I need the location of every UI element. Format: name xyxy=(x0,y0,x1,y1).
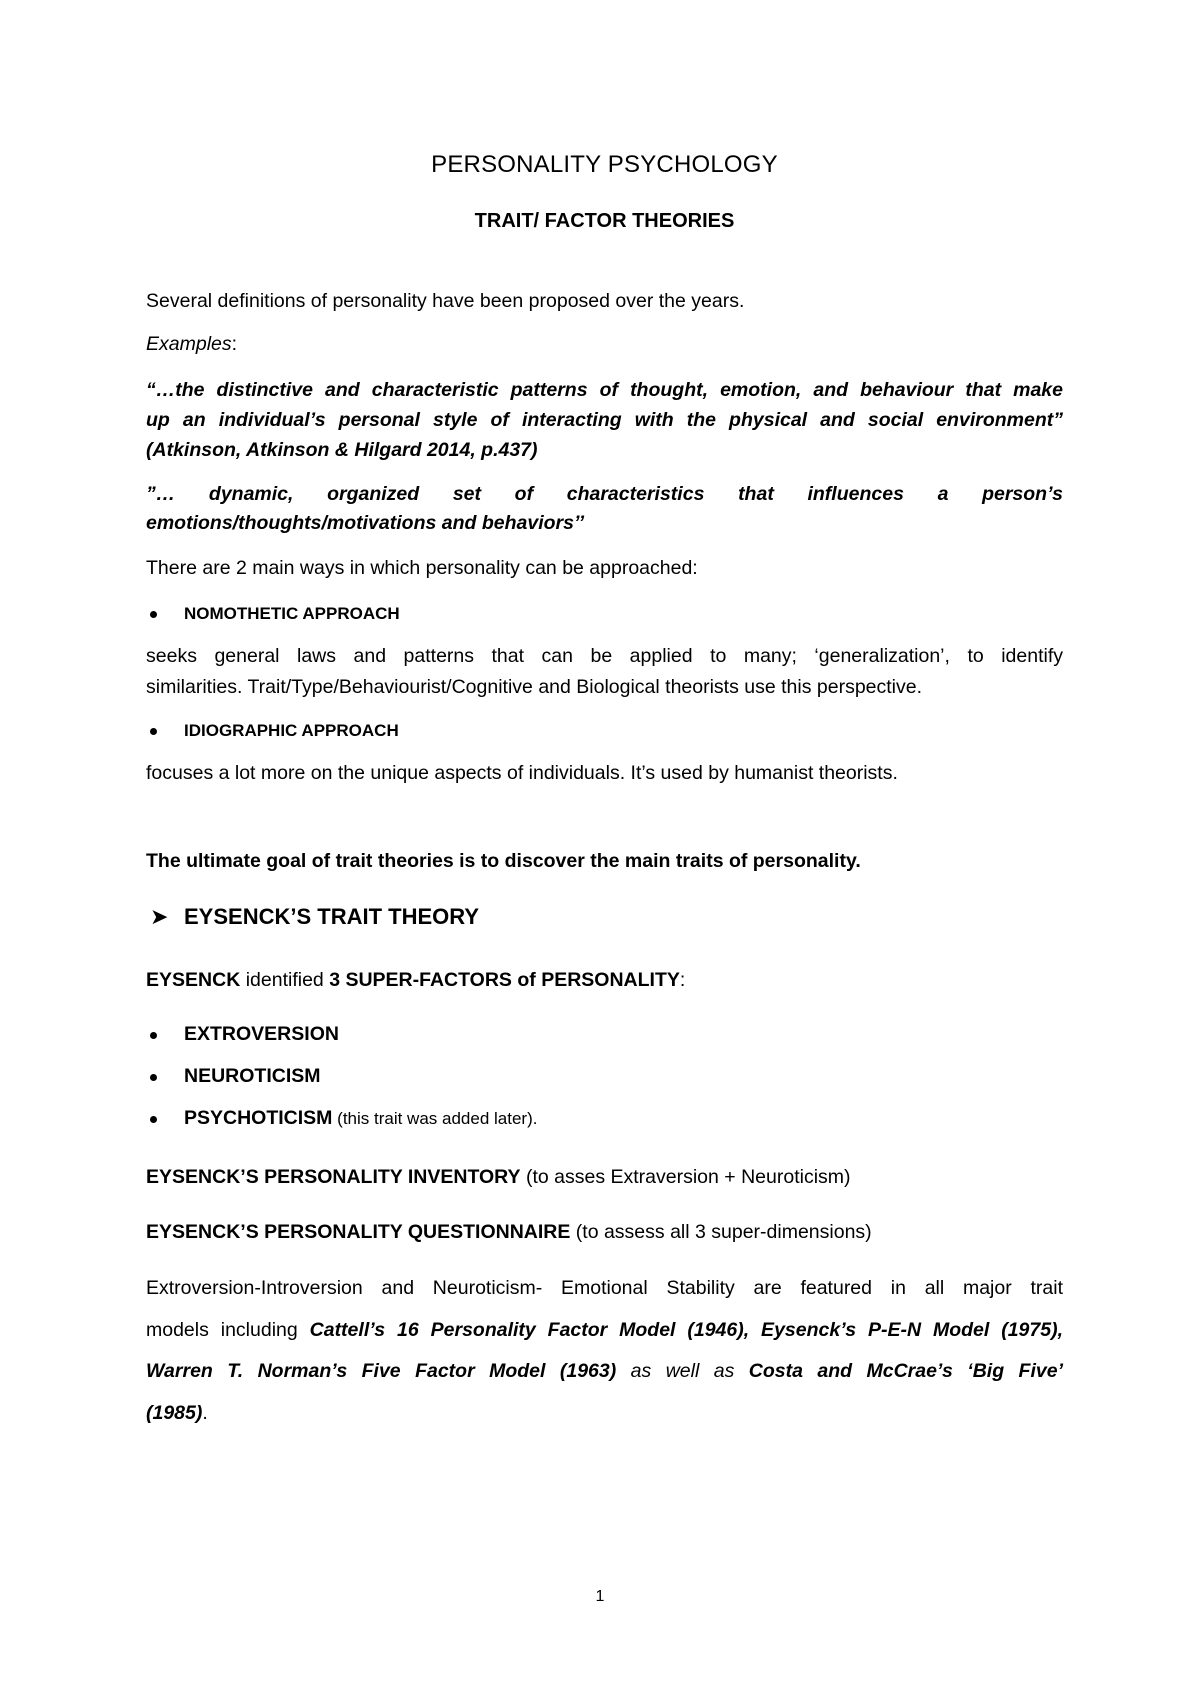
closing-as-well-as: as well as xyxy=(616,1360,749,1382)
closing-line-4 xyxy=(146,1397,1063,1429)
eysenck-heading-text: EYSENCK’S TRAIT THEORY xyxy=(184,904,479,929)
bullet-dot-icon xyxy=(150,1074,157,1081)
bullet-dot-icon xyxy=(150,611,157,618)
closing-models-pre: models including xyxy=(146,1319,310,1341)
superfactors-line xyxy=(146,964,1063,996)
trait-item xyxy=(184,1106,537,1131)
page-number: 1 xyxy=(595,1588,605,1605)
closing-line-3 xyxy=(146,1355,1063,1387)
sf-colon: : xyxy=(679,969,686,991)
closing-period: . xyxy=(202,1402,208,1424)
bullet-dot-icon xyxy=(150,728,157,735)
trait-item xyxy=(184,1022,339,1046)
trait-item xyxy=(184,1064,321,1088)
inventory-desc: (to asses Extraversion + Neuroticism) xyxy=(520,1166,851,1188)
trait-label: PSYCHOTICISM xyxy=(184,1107,333,1129)
examples-colon: : xyxy=(231,333,238,355)
sf-count: 3 SUPER-FACTORS xyxy=(329,969,512,991)
approaches-intro: There are 2 main ways in which personality can be approached: xyxy=(146,557,698,579)
arrow-bullet-icon: ➤ xyxy=(150,904,169,929)
trait-note: (this trait was added later). xyxy=(332,1109,538,1128)
sf-of: of xyxy=(511,969,542,991)
closing-norman: Warren T. Norman’s Five Factor Model (1963) xyxy=(146,1360,617,1382)
nomothetic-desc-line-2: similarities. Trait/Type/Behaviourist/Cognitive and Biological theorists use this perspective. xyxy=(146,676,923,698)
closing-line-1: Extroversion-Introversion and Neuroticism- Emotional Stability are featured in all major trait xyxy=(146,1277,1063,1299)
sf-personality: PERSONALITY xyxy=(541,969,680,991)
bullet-dot-icon xyxy=(150,1032,157,1039)
closing-line-2 xyxy=(146,1314,1063,1346)
page-title: PERSONALITY PSYCHOLOGY xyxy=(431,151,778,178)
idiographic-label: IDIOGRAPHIC APPROACH xyxy=(184,721,399,740)
idiographic-desc: focuses a lot more on the unique aspects of individuals. It’s used by humanist theorists. xyxy=(146,762,898,784)
closing-models-cattell: Cattell’s 16 Personality Factor Model (1946), Eysenck’s P-E-N Model (1975), xyxy=(309,1319,1064,1341)
questionnaire-desc: (to assess all 3 super-dimensions) xyxy=(570,1221,872,1243)
examples-label xyxy=(146,328,1063,360)
closing-year: (1985) xyxy=(146,1402,203,1424)
quote-1-line-1: “…the distinctive and characteristic patterns of thought, emotion, and behaviour that make xyxy=(146,379,1063,401)
intro-paragraph: Several definitions of personality have been proposed over the years. xyxy=(146,290,745,312)
closing-costa: Costa and McCrae’s ‘Big Five’ xyxy=(748,1360,1063,1382)
page-subtitle: TRAIT/ FACTOR THEORIES xyxy=(474,210,735,232)
questionnaire-name: EYSENCK’S PERSONALITY QUESTIONNAIRE xyxy=(146,1221,571,1243)
bullet-dot-icon xyxy=(150,1116,157,1123)
sf-eysenck: EYSENCK xyxy=(146,969,241,991)
goal-statement: The ultimate goal of trait theories is to discover the main traits of personality. xyxy=(146,850,861,872)
quote-1-line-2: up an individual’s personal style of interacting with the physical and social environment” xyxy=(146,409,1063,431)
sf-identified: identified xyxy=(240,969,330,991)
quote-2-line-1: ”… dynamic, organized set of characteristics that influences a person’s xyxy=(146,483,1063,505)
bullet-idiographic xyxy=(184,719,399,743)
inventory-line xyxy=(146,1161,1063,1193)
trait-label: EXTROVERSION xyxy=(184,1023,339,1045)
nomothetic-label: NOMOTHETIC APPROACH xyxy=(184,604,400,623)
quote-1-citation: (Atkinson, Atkinson & Hilgard 2014, p.437) xyxy=(146,439,538,461)
eysenck-heading xyxy=(150,902,479,932)
examples-word: Examples xyxy=(146,333,232,355)
inventory-name: EYSENCK’S PERSONALITY INVENTORY xyxy=(146,1166,521,1188)
trait-label: NEUROTICISM xyxy=(184,1065,321,1087)
questionnaire-line xyxy=(146,1216,1063,1248)
nomothetic-desc-line-1: seeks general laws and patterns that can be applied to many; ‘generalization’, to identify xyxy=(146,645,1063,667)
bullet-nomothetic xyxy=(184,602,400,626)
quote-2-line-2: emotions/thoughts/motivations and behaviors’’ xyxy=(146,512,585,534)
